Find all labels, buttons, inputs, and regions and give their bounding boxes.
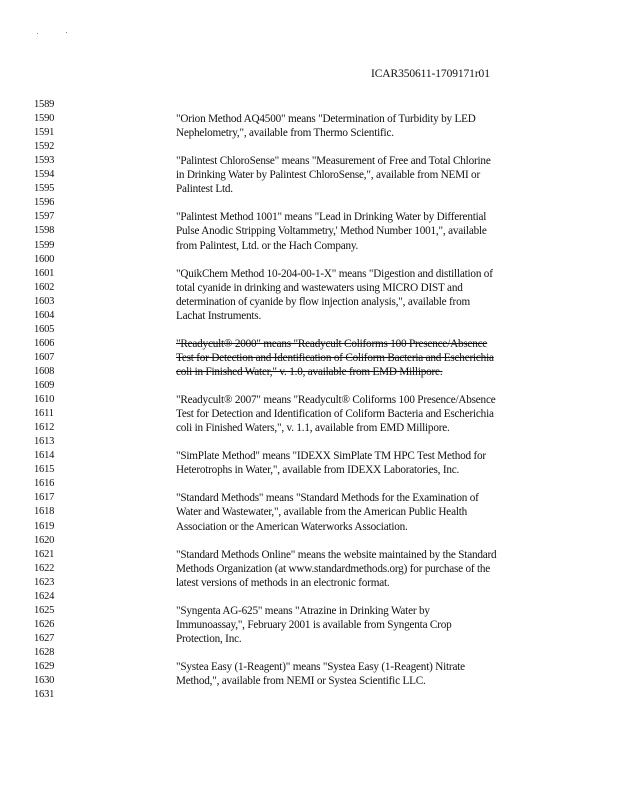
deleted-text-line: coli in Finished Water," v. 1.0, available from EMD Millipore. [176,365,443,378]
text-line: determination of cyanide by flow injection analysis,", available from [176,295,470,308]
line-number: 1625 [34,604,55,616]
line-number: 1596 [34,197,55,209]
line-number: 1611 [34,408,54,420]
text-line: "Palintest Method 1001" means "Lead in Drinking Water by Differential [176,211,487,224]
line-number: 1604 [34,309,55,321]
text-line: "Readycult® 2007" means "Readycult® Coliforms 100 Presence/Absence [176,394,496,407]
text-line: from Palintest, Ltd. or the Hach Company. [176,239,359,252]
text-line: "Orion Method AQ4500" means "Determination of Turbidity by LED [176,113,476,126]
line-number: 1592 [34,141,55,153]
text-line: Immunoassay,", February 2001 is available from Syngenta Crop [176,618,452,631]
line-number: 1627 [34,632,55,644]
line-number: 1622 [34,562,55,574]
text-line: Association or the American Waterworks Association. [176,520,408,533]
line-number: 1599 [34,239,55,251]
text-line: Test for Detection and Identification of Coliform Bacteria and Escherichia [176,408,494,421]
line-number: 1600 [34,253,55,265]
line-number: 1607 [34,351,55,363]
text-line: coli in Finished Waters,", v. 1.1, available from EMD Millipore. [176,422,450,435]
line-number: 1631 [34,689,55,701]
line-number: 1593 [34,155,55,167]
document-id: ICAR350611-1709171r01 [371,68,490,80]
line-number: 1615 [34,464,55,476]
line-number: 1609 [34,380,55,391]
line-number: 1597 [34,211,55,223]
line-number: 1598 [34,225,55,237]
line-number: 1602 [34,281,55,293]
line-number: 1612 [34,422,55,434]
text-line: "SimPlate Method" means "IDEXX SimPlate TM HPC Test Method for [176,450,486,463]
text-line: Heterotrophs in Water,", available from IDEXX Laboratories, Inc. [176,464,460,477]
line-number: 1630 [34,675,55,687]
text-line: "Standard Methods Online" means the website maintained by the Standard [176,548,497,561]
text-line: Nephelometry,", available from Thermo Scientific. [176,127,394,140]
text-line: Method,", available from NEMI or Systea Scientific LLC. [176,675,426,688]
line-number: 1601 [34,267,55,279]
deleted-text-line: Test for Detection and Identification of Coliform Bacteria and Escherichia [176,351,494,364]
line-number: 1617 [34,492,55,504]
line-number: 1591 [34,127,55,139]
text-line: Protection, Inc. [176,632,242,645]
text-line: "Standard Methods" means "Standard Methods for the Examination of [176,492,479,505]
line-number: 1594 [34,169,55,181]
text-line: "Palintest ChloroSense" means "Measurement of Free and Total Chlorine [176,155,491,168]
line-number: 1616 [34,478,55,490]
line-number: 1603 [34,295,55,307]
line-number: 1613 [34,436,55,448]
scan-speck [37,33,38,34]
line-number: 1621 [34,548,55,560]
text-line: Pulse Anodic Stripping Voltammetry,' Method Number 1001,", available [176,225,487,238]
line-number: 1628 [34,646,55,658]
scan-speck [66,32,67,33]
line-number: 1620 [34,534,55,546]
line-number: 1595 [34,183,55,195]
line-number: 1608 [34,365,55,377]
text-line: "Systea Easy (1-Reagent)" means "Systea Easy (1-Reagent) Nitrate [176,661,465,673]
text-line: latest versions of methods in an electronic format. [176,576,390,589]
line-number: 1619 [34,520,55,532]
line-number: 1590 [34,113,55,125]
text-line: total cyanide in drinking and wastewaters using MICRO DIST and [176,281,463,294]
line-number: 1624 [34,590,55,602]
line-number: 1610 [34,394,55,406]
line-number: 1589 [34,99,55,110]
line-number: 1623 [34,576,55,588]
line-number: 1605 [34,323,55,335]
text-line: Palintest Ltd. [176,183,233,196]
text-line: "Syngenta AG-625" means "Atrazine in Drinking Water by [176,604,430,617]
line-number: 1626 [34,618,55,630]
text-line: "QuikChem Method 10-204-00-1-X" means "Digestion and distillation of [176,267,493,280]
line-number: 1606 [34,337,55,349]
line-number: 1614 [34,450,55,462]
line-number: 1618 [34,506,55,518]
text-line: in Drinking Water by Palintest ChloroSense,", available from NEMI or [176,169,480,182]
text-line: Methods Organization (at www.standardmethods.org) for purchase of the [176,562,491,575]
text-line: Lachat Instruments. [176,309,262,322]
text-line: Water and Wastewater,", available from the American Public Health [176,506,468,519]
deleted-text-line: "Readycult® 2000" means "Readycult Coliforms 100 Presence/Absence [176,337,488,350]
line-number: 1629 [34,661,55,672]
